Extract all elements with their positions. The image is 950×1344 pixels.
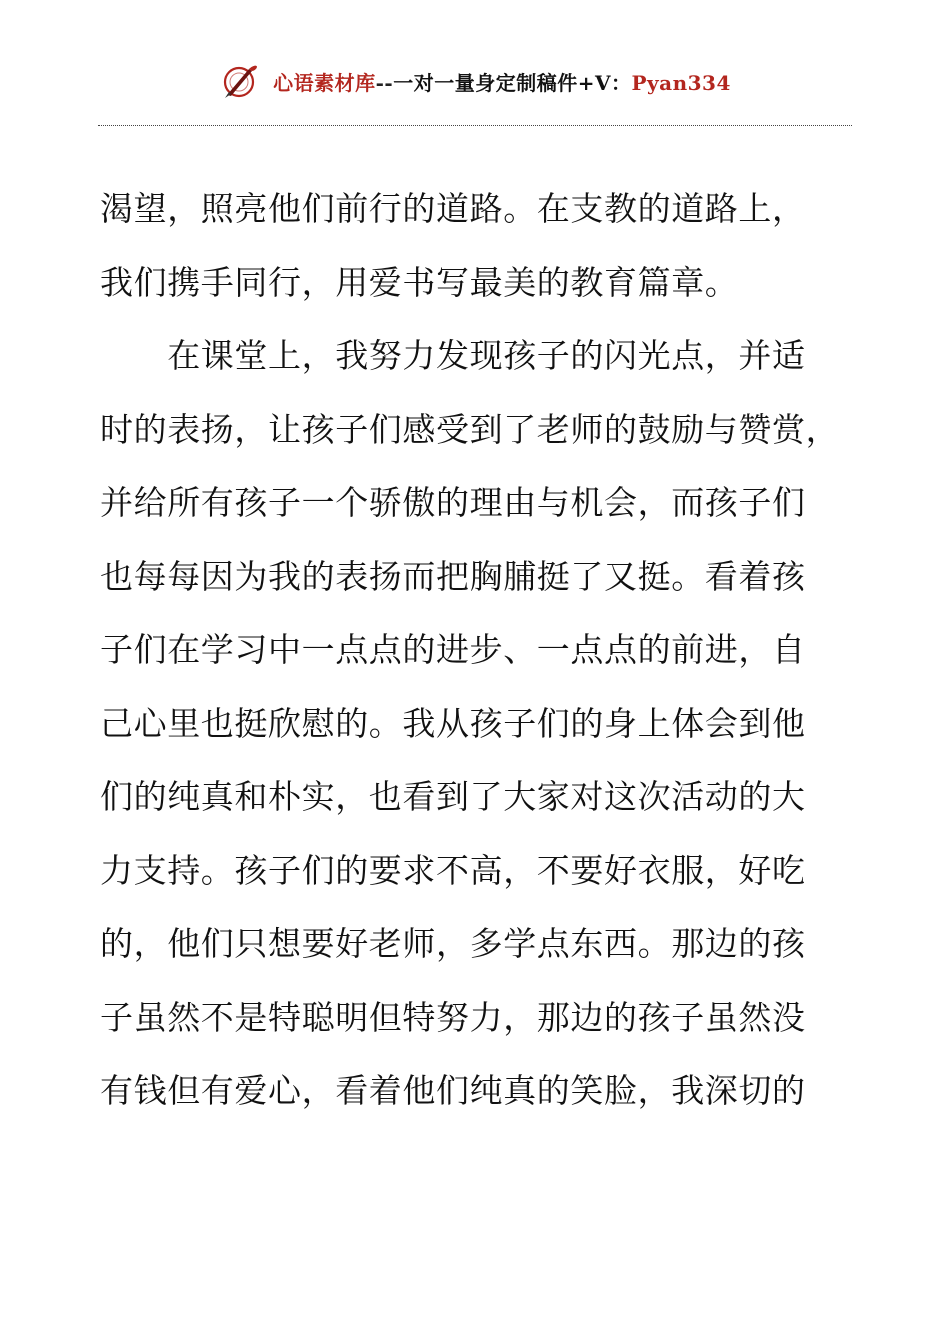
text-line: 己心里也挺欣慰的。我从孩子们的身上体会到他 xyxy=(100,703,806,743)
text-line: 我们携手同行，用爱书写最美的教育篇章。 xyxy=(100,262,739,302)
text-line: 有钱但有爱心，看着他们纯真的笑脸，我深切的 xyxy=(100,1071,806,1110)
header-separator: -- xyxy=(375,70,394,95)
text-line: 们的纯真和朴实，也看到了大家对这次活动的大 xyxy=(100,777,806,816)
text-line: 在课堂上，我努力发现孩子的闪光点，并适 xyxy=(100,336,806,375)
body-text xyxy=(100,172,860,1128)
text-line: 时的表扬，让孩子们感受到了老师的鼓励与赞赏， xyxy=(100,409,840,449)
text-line: 子虽然不是特聪明但特努力，那边的孩子虽然没 xyxy=(100,997,806,1037)
text-line: 力支持。孩子们的要求不高，不要好衣服，好吃 xyxy=(100,850,806,890)
header-slogan: 一对一量身定制稿件 xyxy=(393,70,578,95)
text-line: 也每每因为我的表扬而把胸脯挺了又挺。看着孩 xyxy=(100,556,806,596)
brand-name: 心语素材库 xyxy=(273,70,376,95)
quill-pen-logo-icon xyxy=(219,61,259,101)
contact-prefix: +V： xyxy=(577,70,632,95)
header-divider xyxy=(98,125,852,126)
text-line: 的，他们只想要好老师，多学点东西。那边的孩 xyxy=(100,924,806,963)
wechat-id: Pyan334 xyxy=(631,70,731,95)
text-line: 子们在学习中一点点的进步、一点点的前进，自 xyxy=(100,630,806,669)
header-text xyxy=(273,67,731,96)
text-line: 并给所有孩子一个骄傲的理由与机会，而孩子们 xyxy=(100,483,806,522)
page-header xyxy=(0,56,950,106)
text-line: 渴望，照亮他们前行的道路。在支教的道路上， xyxy=(100,189,806,228)
